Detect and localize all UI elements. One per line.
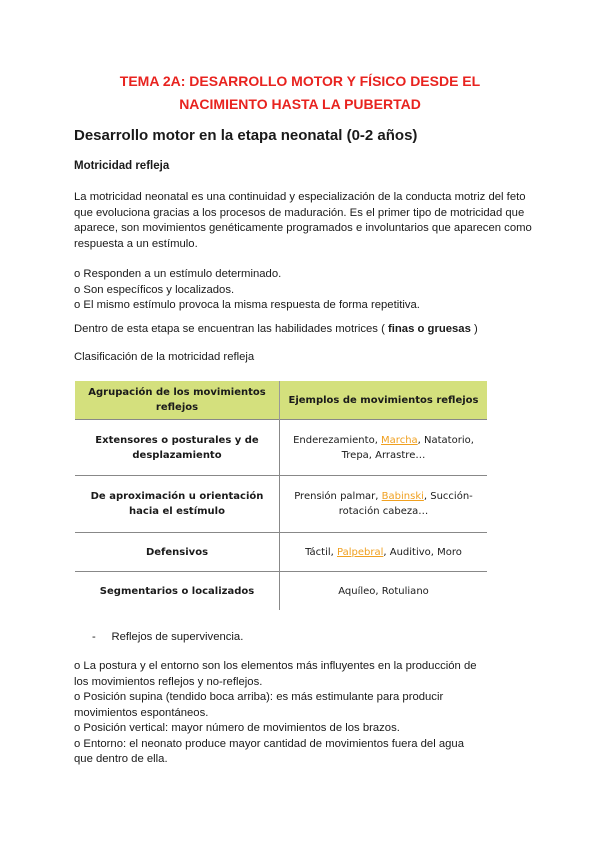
text: Reflejos de supervivencia. (111, 631, 244, 643)
text-line: o Posición vertical: mayor número de movimientos de los brazos. (74, 722, 400, 734)
examples-cell (280, 476, 488, 533)
section-heading: Desarrollo motor en la etapa neonatal (0-2 años) (74, 127, 418, 144)
table-row (75, 572, 487, 611)
column-header: Ejemplos de movimientos reflejos (280, 381, 488, 420)
bold-text: finas o gruesas (388, 323, 471, 335)
table-row (75, 476, 487, 533)
text: , Auditivo, Moro (383, 546, 462, 558)
skills-line (74, 322, 534, 338)
text: Táctil, (305, 546, 338, 558)
text-line: que dentro de ella. (74, 753, 168, 765)
classification-label: Clasificación de la motricidad refleja (74, 351, 255, 363)
examples-cell (280, 533, 488, 572)
table-header-row (75, 381, 487, 420)
text: Enderezamiento, (293, 434, 382, 446)
closing-paragraph (74, 659, 534, 768)
text: , Natatorio, Trepa, Arrastre… (341, 434, 474, 461)
text-line: La motricidad neonatal es una continuidad y especialización de la conducta motriz del feto (74, 191, 526, 203)
text: , Succión-rotación cabeza… (338, 491, 473, 517)
bullet-list (74, 267, 534, 314)
list-item: o Son específicos y localizados. (74, 283, 235, 296)
examples-cell (280, 420, 488, 476)
dash-item: - Reflejos de supervivencia. (92, 631, 244, 643)
text: ) (474, 323, 478, 335)
intro-paragraph (74, 190, 534, 252)
list-item: o El mismo estímulo provoca la misma respuesta de forma repetitiva. (74, 299, 420, 311)
group-cell: Segmentarios o localizados (75, 572, 280, 611)
text-line: o Entorno: el neonato produce mayor cantidad de movimientos fuera del agua (74, 737, 464, 750)
list-item: o Responden a un estímulo determinado. (74, 268, 282, 280)
text: Dentro de esta etapa se encuentran las habilidades motrices ( (74, 323, 385, 335)
title-line: NACIMIENTO HASTA LA PUBERTAD (179, 96, 421, 112)
text-line: respuesta a un estímulo. (74, 237, 198, 250)
text-line: aparece, son movimientos genéticamente programados e involuntarios que aparecen como (74, 222, 532, 234)
text-line: los movimientos reflejos y no-reflejos. (74, 675, 263, 688)
group-cell: Defensivos (75, 533, 280, 572)
table-row (75, 420, 487, 476)
text-line: o La postura y el entorno son los elementos más influyentes en la producción de (74, 660, 477, 672)
group-cell: De aproximación u orientación hacia el estímulo (75, 476, 280, 533)
text: Prensión palmar, (294, 491, 382, 502)
text-line: que evoluciona gracias a los procesos de maduración. Es el primer tipo de motricidad que (74, 206, 525, 219)
link[interactable]: Marcha (381, 434, 418, 446)
examples-cell (280, 572, 488, 611)
text-line: o Posición supina (tendido boca arriba): es más estimulante para producir (74, 691, 444, 703)
link[interactable]: Babinski (381, 491, 424, 502)
document-title (0, 70, 600, 116)
subsection-heading: Motricidad refleja (74, 160, 170, 172)
group-cell: Extensores o posturales y de desplazamiento (75, 420, 280, 476)
table-row (75, 533, 487, 572)
link[interactable]: Palpebral (337, 546, 384, 558)
text-line: movimientos espontáneos. (74, 706, 209, 719)
reflex-table (75, 381, 487, 610)
column-header: Agrupación de los movimientos reflejos (75, 381, 280, 420)
text: Aquíleo, Rotuliano (338, 585, 429, 597)
title-line: TEMA 2A: DESARROLLO MOTOR Y FÍSICO DESDE EL (119, 73, 481, 89)
